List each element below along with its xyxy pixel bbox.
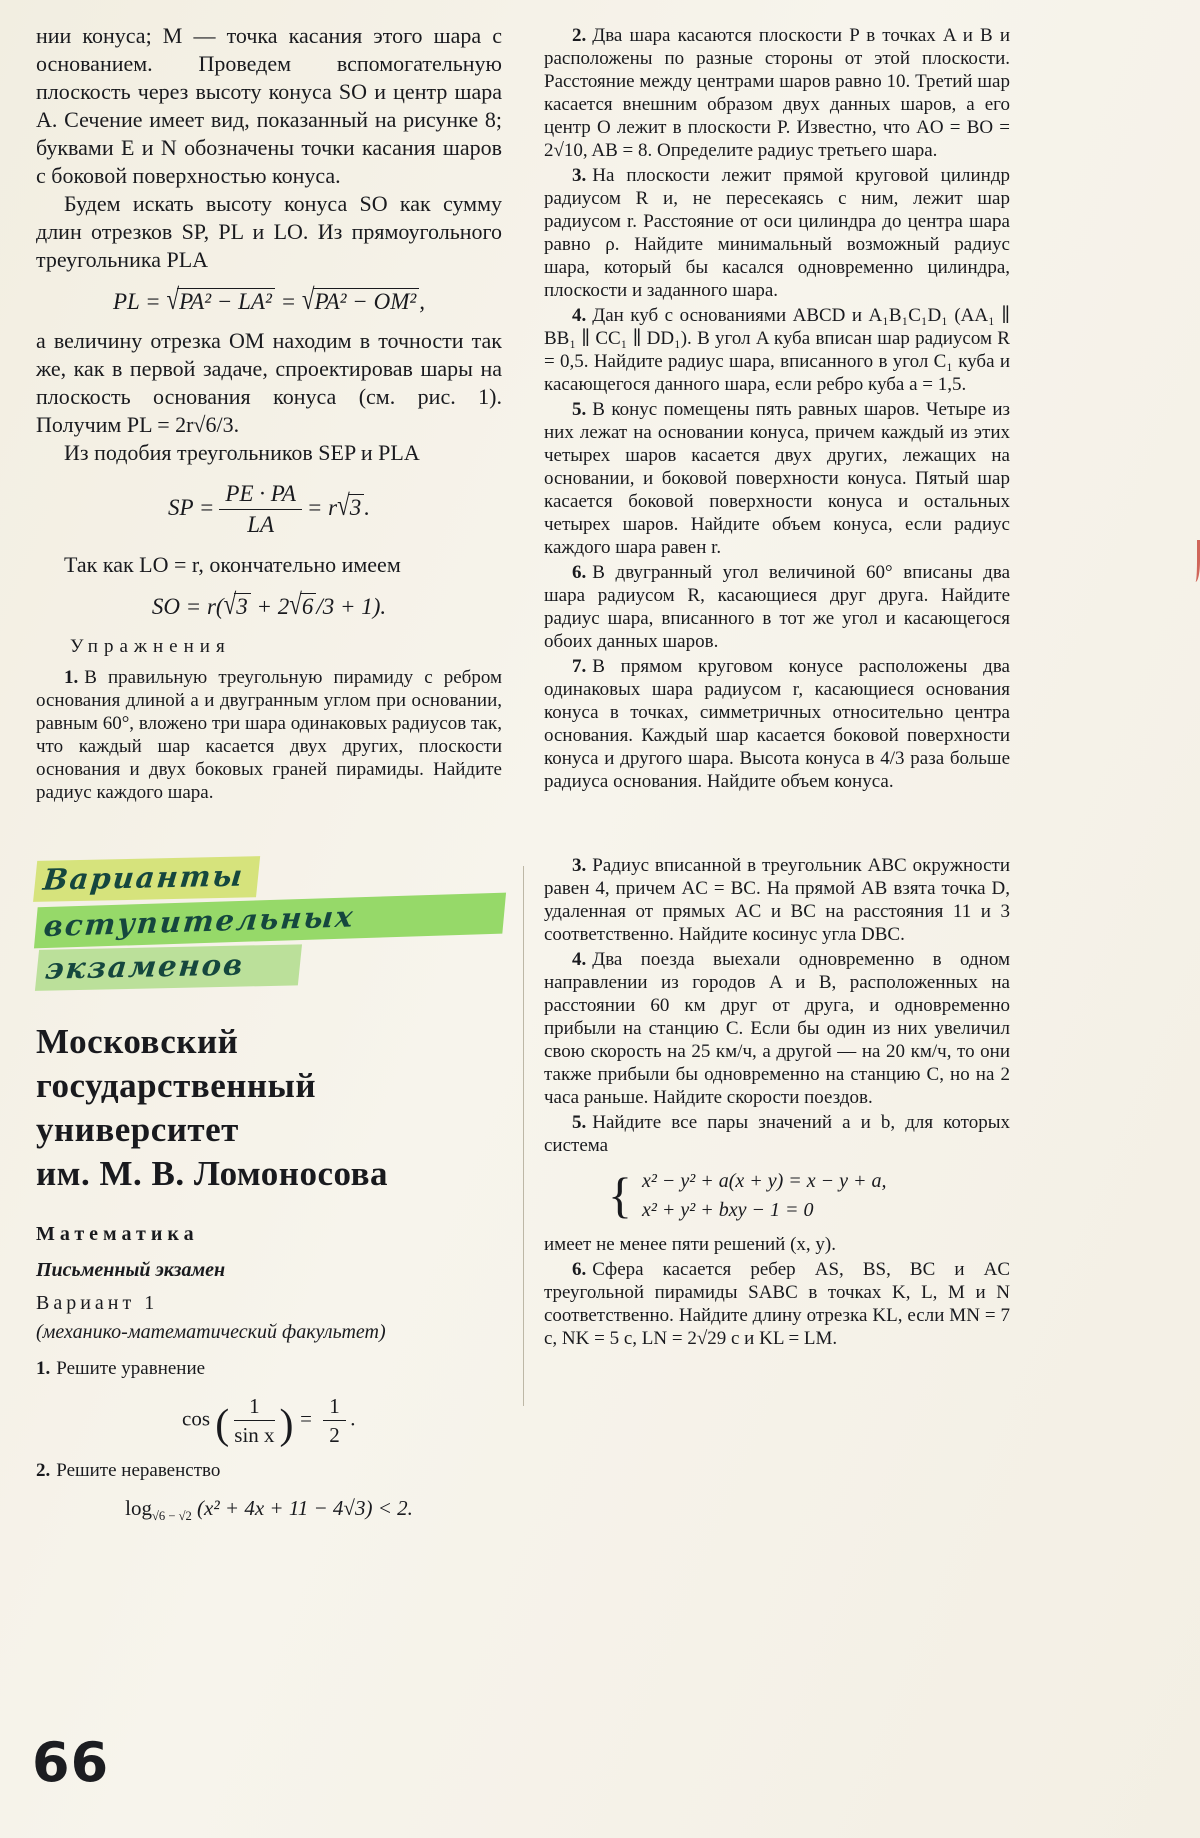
handwritten-line: вступительных — [34, 893, 506, 949]
top-left-column — [36, 22, 502, 804]
problem-5 — [544, 1111, 1010, 1157]
problem-6 — [544, 1258, 1010, 1350]
formula-argument: (x² + 4x + 11 − 4√3) < 2. — [191, 1495, 413, 1520]
formula-sp — [36, 481, 502, 539]
equals-sign: = r — [306, 495, 338, 521]
radical-sign: √ — [223, 588, 237, 621]
formula-tail: /3 + 1). — [316, 593, 387, 619]
problem-number: 1. — [36, 1357, 51, 1379]
radical-sign: √ — [337, 489, 350, 522]
formula-lhs: PL = — [113, 289, 161, 314]
solution-paragraph-3: а величину отрезка OM находим в точности так же, как в первой задаче, спроектировав шары на плоскость основания конуса (см. рис. 1). Получим PL = 2r√6/3. — [36, 328, 502, 437]
problem-text: В прямом круговом конусе расположены два одинаковых шара радиусом r, касающиеся основания конуса в точках, симметричных относительно центра основания. Каждый шар касается боковой поверхности конуса и другого шара. Высота конуса в 4/3 раза больше радиуса основания. Найдите объем конуса. — [544, 656, 1010, 792]
formula-log — [36, 1496, 502, 1524]
faculty-label: (механико-математический факультет) — [36, 1320, 386, 1343]
problem-number: 5. — [572, 399, 587, 420]
system-equations — [642, 1167, 887, 1225]
problem-text: Решите неравенство — [56, 1459, 221, 1481]
top-section — [36, 22, 1200, 804]
exam-problem-2 — [36, 1459, 502, 1482]
exam-type-label: Письменный экзамен — [36, 1258, 226, 1281]
equals-sign: = — [293, 1406, 319, 1431]
fraction-denominator: LA — [247, 512, 275, 538]
fraction — [323, 1394, 346, 1447]
problem-5 — [544, 398, 1010, 559]
log-base: √6 − √2 — [151, 1509, 192, 1524]
page-number: 66 — [32, 1731, 110, 1794]
problem-number: 1. — [64, 666, 79, 688]
problem-number: 6. — [572, 1258, 587, 1280]
problem-text: На плоскости лежит прямой круговой цилиндр радиусом R и, не пересекаясь с ним, лежит шар радиусом r. Расстояние от оси цилиндра до центра шара равно ρ. Найдите минимальный возможный радиус шара, который бы касался одновременно цилиндра, плоскости и заданного шара. — [544, 165, 1010, 301]
bottom-right-column — [544, 852, 1010, 1536]
university-heading — [36, 1020, 502, 1196]
problem-text: Радиус вписанной в треугольник ABC окружности равен 4, причем AC = BC. На прямой AB взята точка D, удаленная от прямых AC и BC на расстояния 11 и 3 соответственно. Найдите косинус угла DBC. — [544, 854, 1010, 945]
problem-number: 4. — [572, 305, 587, 326]
formula-mid: + 2 — [250, 593, 290, 619]
problem-number: 7. — [572, 656, 587, 677]
fraction-numerator: 1 — [234, 1394, 274, 1421]
problem-text: Два поезда выехали одновременно в одном направлении из городов A и B, расположенных на расстоянии 60 км друг от друга, и одновременно прибыли на станцию C. Если бы один из них увеличил свою скорость на 25 км/ч, а другой — на 20 км/ч, то они также прибыли бы одновременно на станцию C, но на 2 часа раньше. Найдите скорости поездов. — [544, 948, 1010, 1108]
system-brace: { — [608, 1167, 632, 1224]
radical-sign: √ — [289, 588, 302, 621]
bottom-section — [36, 852, 1200, 1536]
sqrt-term — [301, 283, 419, 316]
formula-so — [36, 588, 502, 621]
scan-artifact-mark — [1191, 540, 1200, 582]
problem-7 — [544, 655, 1010, 793]
problem-4 — [544, 948, 1010, 1109]
formula-tail: . — [350, 1406, 356, 1431]
problem-number: 2. — [36, 1459, 51, 1481]
exercises-heading: Упражнения — [70, 635, 231, 657]
equals-sign: = — [274, 289, 302, 314]
problem-number: 3. — [572, 854, 587, 876]
solution-paragraph-4: Из подобия треугольников SEP и PLA — [64, 440, 420, 465]
problem-number: 6. — [572, 562, 587, 583]
radicand: 6 — [300, 593, 317, 620]
fraction-numerator: 1 — [323, 1394, 346, 1421]
problem-text: Найдите все пары значений a и b, для которых система — [544, 1111, 1010, 1156]
sqrt-term — [166, 283, 274, 316]
radical-sign: √ — [166, 283, 180, 316]
problem-3 — [544, 164, 1010, 302]
subject-label: Математика — [36, 1222, 199, 1245]
equation-system — [608, 1167, 1010, 1225]
problem-text: Дан куб с основаниями ABCD и A₁B₁C₁D₁ (AA₁ ∥ BB₁ ∥ CC₁ ∥ DD₁). В угол A куба вписан шар радиусом R = 0,5. Найдите радиус шара, вписанного в угол C₁ куба и касающегося данного шара, если ребро куба a = 1,5. — [544, 305, 1010, 395]
sqrt-term — [223, 588, 251, 621]
solution-paragraph-2: Будем искать высоту конуса SO как сумму длин отрезков SP, PL и LO. Из прямоугольного треугольника PLA — [36, 191, 502, 272]
top-right-column — [544, 22, 1010, 804]
variant-label: Вариант 1 — [36, 1291, 159, 1314]
fraction-denominator: sin x — [234, 1422, 275, 1447]
problem-text: Сфера касается ребер AS, BS, BC и AC треугольной пирамиды SABC в точках K, L, M и N соответственно. Найдите длину отрезка KL, если MN = 7 с, NK = 5 с, LN = 2√29 с и KL = LM. — [544, 1258, 1010, 1349]
fraction-numerator: PE · PA — [219, 481, 301, 510]
radicand: PA² − OM² — [313, 288, 420, 315]
formula-tail: , — [419, 289, 425, 314]
radical-sign: √ — [301, 283, 315, 316]
problem-6 — [544, 561, 1010, 653]
formula-cos — [36, 1394, 502, 1447]
fraction — [234, 1394, 274, 1447]
fraction — [219, 481, 301, 539]
university-heading-line: Московский — [36, 1021, 239, 1061]
university-heading-line: государственный — [36, 1065, 317, 1105]
university-heading-line: университет — [36, 1109, 239, 1149]
problem-text: В правильную треугольную пирамиду с ребром основания длиной a и двугранным углом при основании, равным 60°, вложено три шара одинаковых радиусов так, что каждый шар касается двух других, плоскости основания и двух боковых граней пирамиды. Найдите радиус каждого шара. — [36, 666, 502, 803]
problem-text: Решите уравнение — [56, 1357, 206, 1379]
function-name: log — [125, 1495, 152, 1520]
formula-lhs: SP = — [168, 495, 215, 521]
problem-5-continuation: имеет не менее пяти решений (x, y). — [544, 1233, 836, 1255]
problem-number: 2. — [572, 25, 587, 46]
exercise-1 — [36, 666, 502, 804]
function-name: cos — [182, 1406, 211, 1431]
problem-3 — [544, 854, 1010, 946]
formula-tail: . — [364, 495, 370, 521]
left-paren: ( — [215, 1401, 230, 1448]
radicand: 3 — [348, 494, 365, 521]
problem-2 — [544, 24, 1010, 162]
solution-paragraph-1: нии конуса; M — точка касания этого шара с основанием. Проведем вспомогательную плоскость через высоту конуса SO и центр шара A. Сечение имеет вид, показанный на рисунке 8; буквами E и N обозначены точки касания шаров с боковой поверхностью конуса. — [36, 23, 502, 188]
problem-number: 5. — [572, 1111, 587, 1133]
bottom-left-column — [36, 852, 502, 1536]
handwritten-line: Варианты — [33, 856, 260, 902]
radicand: PA² − LA² — [177, 288, 275, 315]
exam-meta — [36, 1220, 502, 1347]
system-equation-1: x² − y² + a(x + y) = x − y + a, — [642, 1169, 887, 1192]
problem-text: Два шара касаются плоскости P в точках A и B и расположены по разные стороны от этой плоскости. Расстояние между центрами шаров равно 10. Третий шар касается внешним образом двух данных шаров, а его центр O лежит в плоскости P. Известно, что AO = BO = 2√10, AB = 8. Определите радиус третьего шара. — [544, 25, 1010, 161]
problem-number: 3. — [572, 165, 587, 186]
university-heading-line: им. М. В. Ломоносова — [36, 1153, 389, 1193]
column-divider — [523, 866, 524, 1406]
solution-paragraph-5: Так как LO = r, окончательно имеем — [64, 551, 401, 577]
problem-text: В двугранный угол величиной 60° вписаны два шара радиусом R, касающиеся друг друга. Найдите радиус шара, вписанного в тот же угол и касающегося обоих данных шаров. — [544, 562, 1010, 652]
right-paren: ) — [279, 1401, 294, 1448]
formula-lhs: SO = r( — [151, 593, 224, 619]
problem-4 — [544, 304, 1010, 396]
problem-number: 4. — [572, 948, 587, 970]
exam-problem-1 — [36, 1357, 502, 1380]
handwritten-line: экзаменов — [35, 944, 302, 991]
handwritten-note — [35, 851, 504, 990]
sqrt-term — [289, 588, 316, 621]
problem-text: В конус помещены пять равных шаров. Четыре из них лежат на основании конуса, причем каждый из этих четырех шаров касается двух других, лежащих на основании, и боковой поверхности конуса. Пятый шар касается боковой поверхности конуса и остальных четырех шаров. Найдите объем конуса, если радиус каждого шара равен r. — [544, 399, 1010, 558]
sqrt-term — [337, 489, 364, 522]
system-equation-2: x² + y² + bxy − 1 = 0 — [642, 1198, 814, 1221]
radicand: 3 — [234, 593, 251, 620]
fraction-denominator: 2 — [329, 1422, 340, 1447]
formula-pl — [36, 283, 502, 316]
